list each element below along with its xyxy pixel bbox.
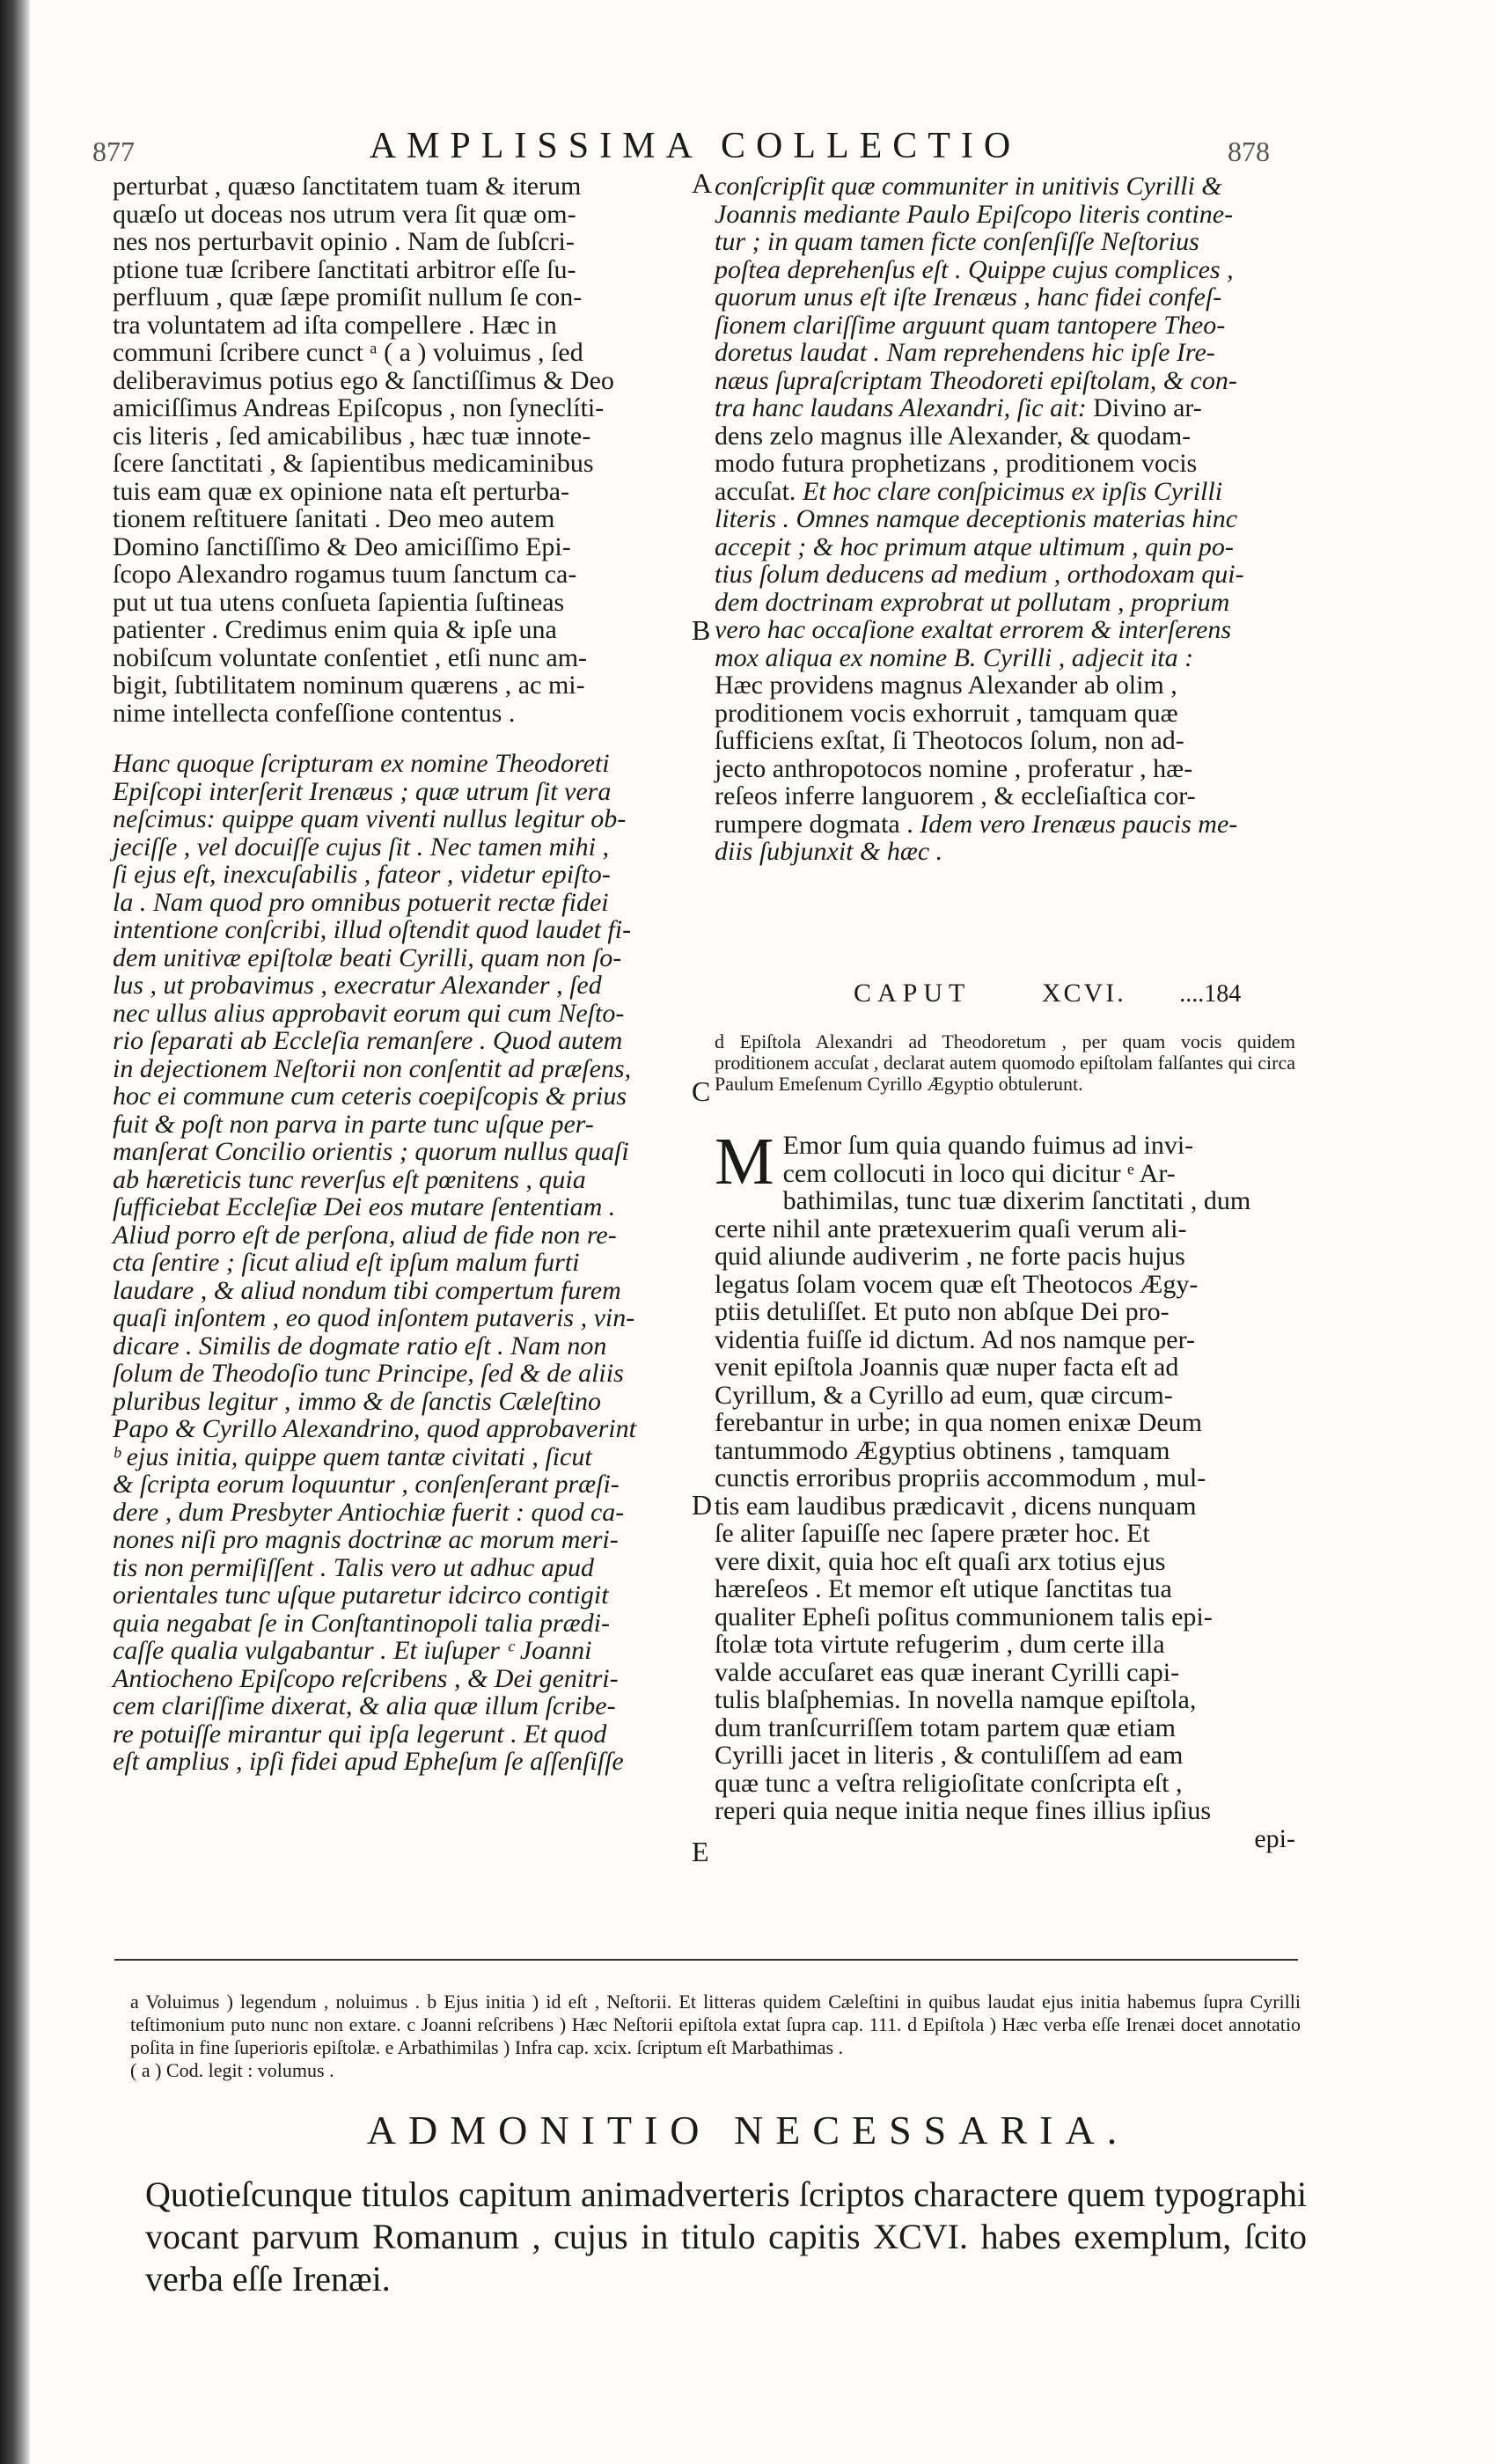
italic-span: Idem vero Irenæus paucis me- [920, 809, 1238, 839]
left-italic-line: orientales tunc uſque putaretur idcirco contigit [113, 1580, 609, 1610]
right-column-body [715, 1125, 1295, 1853]
left-roman-line: Domino ſanctiſſimo & Deo amiciſſimo Epi- [113, 532, 571, 561]
right-body-text [715, 1125, 1295, 1825]
right-top-line: ſufficiens exſtat, ſi Theotocos ſolum, non ad- [715, 726, 1184, 755]
left-italic-line: jeciſſe , vel docuiſſe cujus ſit . Nec tamen mihi , [113, 832, 610, 862]
left-italic-line: tis non permiſiſſent . Talis vero ut adhuc apud [113, 1552, 594, 1582]
page-number-right: 878 [1228, 136, 1270, 167]
margin-letter-c: C [692, 1075, 711, 1107]
right-top-line: accepit ; & hoc primum atque ultimum , quin po- [715, 532, 1234, 561]
footnote-codex: ( a ) Cod. legit : volumus . [130, 2059, 334, 2081]
right-body-line: hæreſeos . Et memor eſt utique ſanctitas tua [715, 1574, 1172, 1603]
right-body-line: cunctis erroribus propriis accommodum , mul- [715, 1463, 1206, 1492]
right-top-line [715, 394, 1295, 422]
left-roman-line: deliberavimus potius ego & ſanctiſſimus & Deo [113, 365, 614, 395]
left-italic-line: pluribus legitur , immo & de ſanctis Cæleſtino [113, 1386, 601, 1416]
left-italic-line: caſſe qualia vulgabantur . Et iuſuper ᶜ Joanni [113, 1636, 592, 1665]
left-italic-line: intentione conſcribi, illud oſtendit quod laudet fi- [113, 915, 632, 944]
right-top-line: tius ſolum deducens ad medium , orthodoxam qui- [715, 560, 1244, 589]
footnotes [130, 1991, 1301, 2082]
left-roman-line: nes nos perturbavit opinio . Nam de ſubſcri- [113, 227, 575, 256]
left-italic-line: rio ſeparati ab Eccleſia remanſere . Quod autem [113, 1026, 623, 1055]
chapter-heading [854, 979, 1311, 1008]
right-body-line: tantummodo Ægyptius obtinens , tamquam [715, 1435, 1170, 1465]
left-roman-line: communi ſcribere cunct ᵃ ( a ) voluimus , ſed [113, 338, 583, 367]
right-top-line: vero hac occaſione exaltat errorem & interſerens [715, 615, 1232, 644]
right-top-line: proditionem vocis exhorruit , tamquam quæ [715, 698, 1178, 728]
left-italic-line: quia negabat ſe in Conſtantinopoli talia prædi- [113, 1608, 611, 1638]
margin-letter-a: A [692, 167, 713, 199]
left-italic-line: in dejectionem Neſtorii non conſentit ad præſens, [113, 1053, 632, 1083]
right-body-line: ptiis detuliſſet. Et puto non abſque Dei pro- [715, 1297, 1170, 1326]
right-top-line: tur ; in quam tamen ficte conſenſiſſe Neſtorius [715, 227, 1199, 256]
running-header [0, 125, 1496, 169]
left-roman-line: ptione tuæ ſcribere ſanctitati arbitror eſſe ſu- [113, 254, 576, 284]
right-body-line: ſtolæ tota virtute refugerim , dum certe illa [715, 1630, 1165, 1659]
left-roman-line: tra voluntatem ad iſta compellere . Hæc in [113, 310, 557, 340]
left-italic-commentary [113, 750, 702, 1776]
right-top-line: næus ſupraſcriptam Theodoreti epiſtolam, & con- [715, 365, 1237, 395]
left-roman-text [113, 172, 702, 727]
left-italic-line: Papo & Cyrillo Alexandrino, quod approbaverint [113, 1414, 636, 1443]
right-body-line: qualiter Epheſi poſitus communionem talis epi- [715, 1602, 1213, 1632]
chapter-word: CAPUT [854, 979, 972, 1008]
left-italic-line: laudare , & aliud nondum tibi compertum furem [113, 1275, 621, 1305]
left-roman-line: perfluum , quæ ſæpe promiſit nullum ſe con- [113, 282, 583, 312]
right-top-line: dens zelo magnus ille Alexander, & quodam- [715, 421, 1192, 451]
left-italic-line: ab hæreticis tunc reverſus eſt pœnitens , quia [113, 1164, 586, 1194]
right-body-line: valde accuſaret eas quæ inerant Cyrilli capi- [715, 1657, 1180, 1687]
left-italic-line: Epiſcopi interſerit Irenæus ; quæ utrum ſit vera [113, 776, 612, 806]
right-top-line: Hæc providens magnus Alexander ab olim , [715, 671, 1177, 700]
right-body-line: Cyrilli jacet in literis , & contuliſſem ad eam [715, 1741, 1184, 1770]
right-body-line: ferebantur in urbe; in qua nomen enixæ Deum [715, 1408, 1203, 1437]
left-italic-line: ſufficiebat Eccleſiæ Dei eos mutare ſententiam . [113, 1192, 616, 1221]
right-body-line: cem collocuti in loco qui dicitur ᵉ Ar- [782, 1158, 1176, 1188]
left-italic-line: & ſcripta eorum loquuntur , conſenſerant præſi- [113, 1470, 620, 1499]
right-top-line: reſeos inferre languorem , & eccleſiaſtica cor- [715, 781, 1196, 810]
right-top-line: diis ſubjunxit & hæc . [715, 837, 943, 866]
left-italic-line: Antiocheno Epiſcopo reſcribens , & Dei genitri- [113, 1663, 619, 1693]
left-roman-line: bigit, ſubtilitatem nominum quærens , ac mi- [113, 671, 585, 700]
left-italic-line: manſerat Concilio orientis ; quorum nullus quaſi [113, 1137, 629, 1166]
footnote-main: a Voluimus ) legendum , noluimus . b Ejus initia ) id eſt , Neſtorii. Et litteras quidem Cæleſtini in quibus laudat ejus initia habemus ſupra Cyrilli teſtimonium puto nunc non extare. c Joanni reſcribens ) Hæc Neſtorii epiſtola extat ſupra cap. 111. d Epiſtola ) Hæc verba eſſe Irenæi docet annotatio poſita in fine ſuperioris epiſtolæ. e Arbathimilas ) Infra cap. xcix. ſcriptum eſt Marbathimas . [130, 1991, 1301, 2058]
admonitio-text: Quotieſcunque titulos capitum animadverteris ſcriptos charactere quem typographi vocant parvum Romanum , cujus in titulo capitis XCVI. habes exemplum, ſcito verba eſſe Irenæi. [145, 2174, 1307, 2299]
left-italic-line: ſi ejus eſt, inexcuſabilis , fateor , videtur epiſto- [113, 860, 611, 889]
chapter-ref: ....184 [1179, 980, 1242, 1008]
left-italic-line: fuit & poſt non parva in parte tunc uſque per- [113, 1109, 594, 1139]
right-top-line: quorum unus eſt iſte Irenæus , hanc fidei confeſ- [715, 282, 1222, 312]
left-italic-line: ſolum de Theodoſio tunc Principe, ſed & de aliis [113, 1359, 624, 1388]
left-column [113, 172, 702, 1776]
right-top-line: mox aliqua ex nomine B. Cyrilli , adjecit ita : [715, 642, 1194, 672]
right-body-line: Emor ſum quia quando fuimus ad invi- [782, 1131, 1194, 1160]
left-italic-line: dem unitivæ epiſtolæ beati Cyrilli, quam non ſo- [113, 942, 622, 972]
right-body-line: dum tranſcurriſſem totam partem quæ etiam [715, 1712, 1177, 1742]
left-italic-line: eſt amplius , ipſi fidei apud Epheſum ſe aſſenſiſſe [113, 1747, 624, 1776]
right-top-line [715, 810, 1295, 839]
left-italic-line: Aliud porro eſt de perſona, aliud de fide non re- [113, 1220, 617, 1250]
left-roman-line: nime intellecta confeſſione contentus . [113, 698, 516, 728]
left-roman-line: patienter . Credimus enim quia & ipſe una [113, 615, 557, 644]
margin-letter-e: E [692, 1836, 709, 1867]
admonitio-title: ADMONITIO NECESSARIA. [366, 2108, 1130, 2152]
left-italic-line: Hanc quoque ſcripturam ex nomine Theodoreti [113, 749, 610, 778]
left-italic-line: cem clariſſime dixerat, & alia quæ illum ſcribe- [113, 1691, 616, 1720]
right-body-line: bathimilas, tunc tuæ dixerim ſanctitati , dum [782, 1186, 1251, 1215]
chapter-summary: d Epiſtola Alexandri ad Theodoretum , per quam vocis quidem proditionem accuſat , declarat autem quomodo epiſtolam falſantes qui circa Paulum Emeſenum Cyrillo Ægyptio obtulerunt. [715, 1030, 1295, 1095]
page-number-left: 877 [92, 136, 135, 167]
right-body-line: tis eam laudibus prædicavit , dicens nunquam [715, 1491, 1197, 1521]
right-top-line: doretus laudat . Nam reprehendens hic ipſe Ire- [715, 338, 1215, 367]
right-body-line: quid aliunde audiverim , ne forte pacis hujus [715, 1242, 1185, 1271]
left-italic-line: la . Nam quod pro omnibus potuerit rectæ fidei [113, 887, 609, 917]
chapter-number: XCVI. [1041, 979, 1126, 1008]
left-roman-line: cis literis , ſed amicabilibus , hæc tuæ innote- [113, 421, 591, 451]
left-italic-line: cta ſentire ; ſicut aliud eſt ipſum malum furti [113, 1248, 580, 1277]
right-body-line: reperi quia neque initia neque fines illius ipſius [715, 1796, 1212, 1825]
right-top-line: poſtea deprehenſus eſt . Quippe cujus complices , [715, 254, 1234, 284]
margin-letter-b: B [692, 614, 711, 646]
right-body-line: quæ tunc a veſtra religioſitate conſcripta eſt , [715, 1768, 1183, 1798]
left-roman-line: amiciſſimus Andreas Epiſcopus , non ſyneclíti- [113, 393, 605, 422]
left-italic-line: ᵇ ejus initia, quippe quem tantæ civitati , ſicut [113, 1441, 592, 1471]
right-column-top [715, 172, 1295, 866]
left-roman-line: tionem reſtituere ſanitati . Deo meo autem [113, 504, 555, 533]
left-roman-line: quæſo ut doceas nos utrum vera ſit quæ om- [113, 199, 576, 229]
right-body-line: videntia fuiſſe id dictum. Ad nos namque per- [715, 1324, 1195, 1354]
left-italic-line: nec ullus alius approbavit eorum qui cum Neſto- [113, 998, 625, 1028]
margin-letter-d: D [692, 1489, 713, 1521]
running-title: AMPLISSIMA COLLECTIO [369, 126, 1022, 166]
right-top-line: conſcripſit quæ communiter in unitivis Cyrilli & [715, 172, 1222, 201]
roman-span: Divino ar- [1093, 393, 1202, 422]
left-italic-line: quaſi inſontem , eo quod inſontem putaveris , vin- [113, 1303, 635, 1332]
right-body-line: vere dixit, quia hoc eſt quaſi arx totius ejus [715, 1546, 1166, 1576]
left-roman-line: tuis eam quæ ex opinione nata eſt perturba- [113, 476, 570, 506]
left-italic-line: dere , dum Presbyter Antiochiæ fuerit : quod ca- [113, 1497, 625, 1527]
catchword: epi- [1254, 1823, 1295, 1853]
roman-span: accuſat. [715, 476, 803, 506]
right-top-line: jecto anthropotocos nomine , proferatur , hæ- [715, 753, 1193, 783]
drop-cap: M [715, 1125, 774, 1199]
right-top-line: modo futura prophetizans , proditionem vocis [715, 449, 1198, 478]
left-roman-line: perturbat , quæso ſanctitatem tuam & iterum [113, 172, 582, 201]
right-top-line: literis . Omnes namque deceptionis materias hinc [715, 504, 1238, 533]
italic-span: Et hoc clare conſpicimus ex ipſis Cyrilli [802, 476, 1223, 506]
left-roman-line: put ut tua utens conſueta ſapientia ſuſtineas [113, 587, 565, 617]
left-italic-line: dicare . Similis de dogmate ratio eſt . Nam non [113, 1331, 607, 1360]
roman-span: rumpere dogmata . [715, 809, 920, 839]
right-top-line [715, 478, 1295, 506]
right-top-line: ſionem clariſſime arguunt quam tantopere Theo- [715, 310, 1226, 340]
left-italic-line: hoc ei commune cum ceteris coepiſcopis & prius [113, 1082, 627, 1111]
left-roman-line: ſcere ſanctitati , & ſapientibus medicaminibus [113, 449, 594, 478]
right-body-line: Cyrillum, & a Cyrillo ad eum, quæ circum- [715, 1380, 1173, 1410]
italic-span: tra hanc laudans Alexandri, ſic ait: [715, 393, 1094, 422]
right-body-line: ſe aliter ſapuiſſe nec ſapere præter hoc. Et [715, 1519, 1150, 1548]
left-italic-line: lus , ut probavimus , execratur Alexander , ſed [113, 971, 602, 1000]
left-italic-line: re potuiſſe mirantur qui ipſa legerunt . Et quod [113, 1719, 607, 1749]
left-italic-line: nones niſi pro magnis doctrinæ ac morum meri- [113, 1525, 619, 1554]
left-italic-line: neſcimus: quippe quam viventi nullus legitur ob- [113, 804, 627, 833]
left-roman-line: ſcopo Alexandro rogamus tuum ſanctum ca- [113, 560, 577, 589]
right-body-line: tulis blaſphemias. In novella namque epiſtola, [715, 1685, 1197, 1714]
left-roman-line: nobiſcum voluntate conſentiet , etſi nunc am- [113, 642, 588, 672]
footnote-rule [114, 1959, 1298, 1961]
right-body-line: certe nihil ante prætexuerim quaſi verum ali- [715, 1214, 1187, 1243]
right-body-line: venit epiſtola Joannis quæ nuper facta eſt ad [715, 1353, 1179, 1382]
right-top-line: Joannis mediante Paulo Epiſcopo literis contine- [715, 199, 1234, 229]
right-body-line: legatus ſolam vocem quæ eſt Theotocos Ægy- [715, 1269, 1199, 1299]
right-top-line: dem doctrinam exprobrat ut pollutam , proprium [715, 587, 1230, 617]
